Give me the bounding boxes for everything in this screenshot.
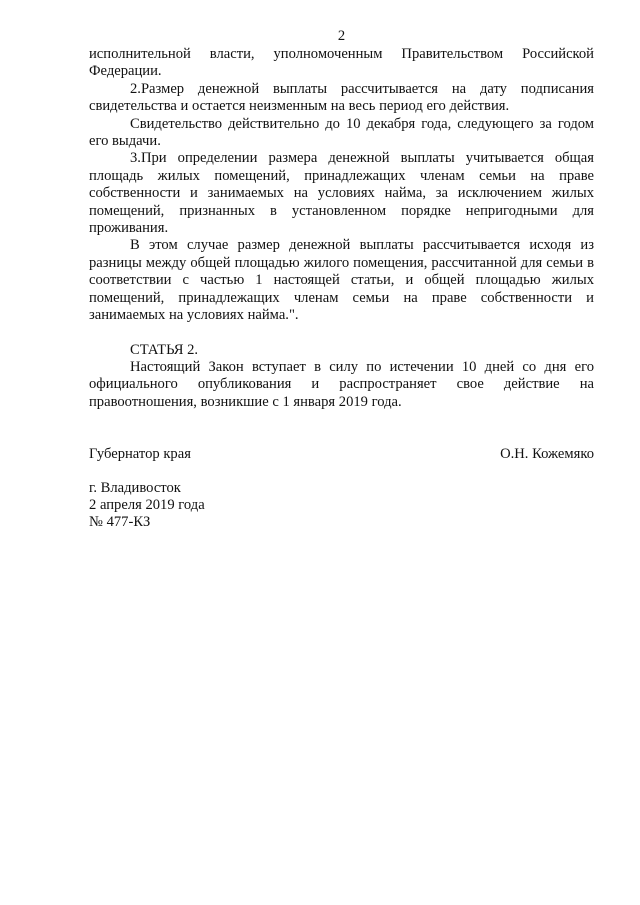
- signatory-position: Губернатор края: [89, 446, 191, 463]
- paragraph-area-difference: В этом случае размер денежной выплаты рассчитывается исходя из разницы между общей площадью жилого помещения, рассчитанной для семьи в соответствии с частью 1 настоящей статьи, и общей площадью жилых помещений, принадлежащих членам семьи на праве собственности и занимаемых на условиях найма.".: [89, 237, 594, 324]
- city: г. Владивосток: [89, 479, 181, 496]
- place-date-block: [89, 480, 594, 532]
- law-number: № 477-КЗ: [89, 514, 151, 531]
- paragraph-certificate-validity: Свидетельство действительно до 10 декабря года, следующего за годом его выдачи.: [89, 115, 594, 150]
- page-number: 2: [337, 28, 346, 44]
- signatory-name: О.Н. Кожемяко: [500, 446, 594, 463]
- article-text: Настоящий Закон вступает в силу по истечении 10 дней со дня его официального опубликования и распространяет свое действие на правоотношения, возникшие с 1 января 2019 года.: [89, 358, 594, 410]
- document-page: [89, 28, 594, 532]
- signature-row: [89, 446, 594, 463]
- article-title: СТАТЬЯ 2.: [130, 341, 199, 358]
- paragraph-payment-size: 2.Размер денежной выплаты рассчитывается на дату подписания свидетельства и остается неизменным на весь период его действия.: [89, 80, 594, 115]
- paragraph-continuation: исполнительной власти, уполномоченным Правительством Российской Федерации.: [89, 46, 594, 80]
- paragraph-area-calculation: 3.При определении размера денежной выплаты учитывается общая площадь жилых помещений, принадлежащих членам семьи на праве собственности и занимаемых на условиях найма, за исключением жилых помещений, признанных в установленном порядке непригодными для проживания.: [89, 150, 594, 237]
- date: 2 апреля 2019 года: [89, 496, 205, 513]
